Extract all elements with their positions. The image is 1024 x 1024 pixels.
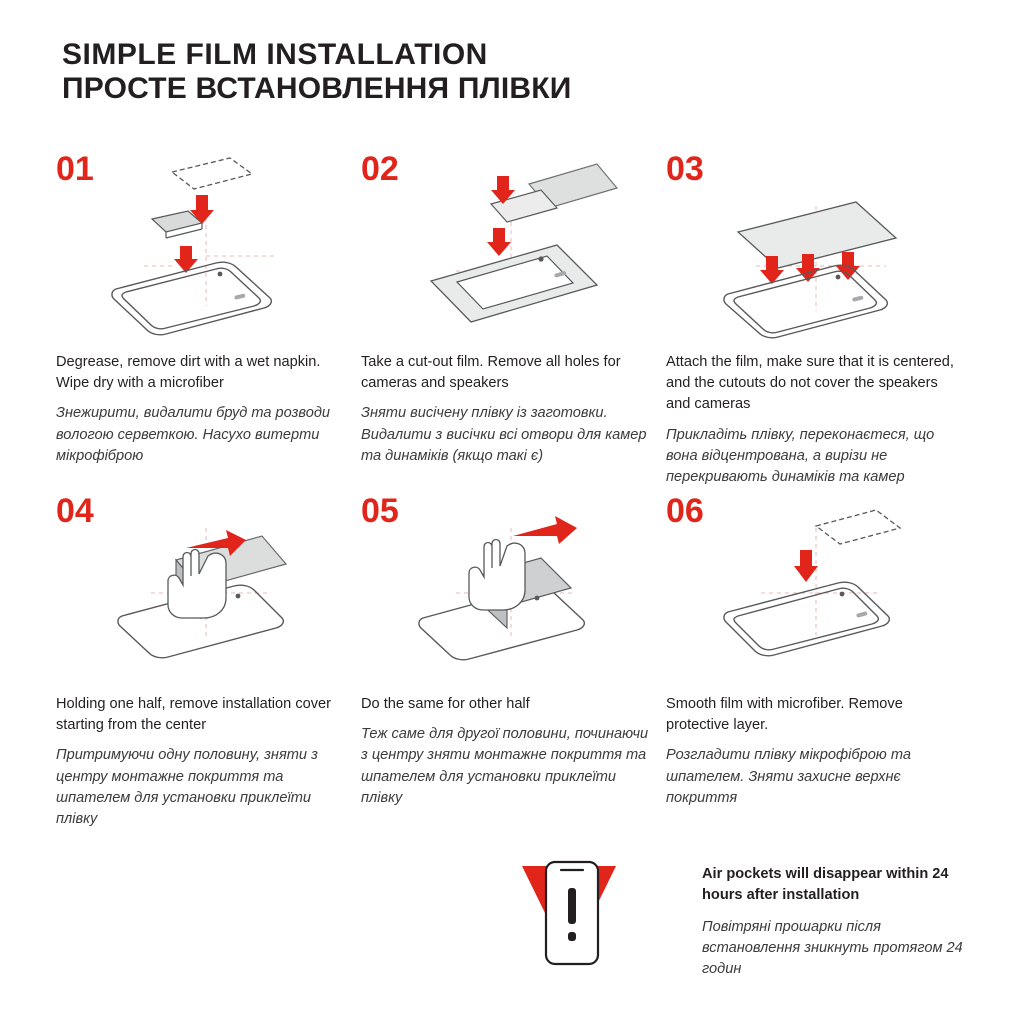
step-text-en-01: Degrease, remove dirt with a wet napkin. Wipe dry with a microfiber	[56, 354, 321, 392]
step-text-uk-02: Зняти висічену плівку із заготовки. Видалити з висічки всі отвори для камер та динаміків (якщо такі є)	[361, 405, 647, 464]
footer-text-block	[696, 858, 968, 980]
step-text-en-02: Take a cut-out film. Remove all holes for cameras and speakers	[361, 354, 621, 392]
step-card-01	[56, 146, 361, 488]
footer-text-en: Air pockets will disappear within 24 hours after installation	[702, 866, 949, 904]
step-number-01: 01	[56, 150, 94, 189]
step-text-en-05: Do the same for other half	[361, 696, 530, 713]
step-text-uk-06: Розгладити плівку мікрофіброю та шпателем. Зняти захисне верхнє покриття	[666, 747, 911, 806]
step-illustration-02	[361, 146, 651, 346]
step-illustration-01	[56, 146, 346, 346]
step-illustration-03	[666, 146, 956, 346]
page-title-en: SIMPLE FILM INSTALLATION	[62, 38, 488, 71]
step-card-02	[361, 146, 666, 488]
step-text-uk-05: Теж саме для другої половини, починаючи з центру зняти монтажне покриття та шпателем для установки приклеїти плівку	[361, 726, 649, 806]
step-text-uk-04: Притримуючи одну половину, зняти з центру монтажне покриття та шпателем для установки приклеїти плівку	[56, 747, 318, 827]
step-number-04: 04	[56, 492, 94, 531]
step-illustration-04	[56, 488, 346, 688]
step-text-en-03: Attach the film, make sure that it is centered, and the cutouts do not cover the speakers and cameras	[666, 354, 954, 413]
step-number-02: 02	[361, 150, 399, 189]
step-illustration-05	[361, 488, 651, 688]
step-text-en-04: Holding one half, remove installation cover starting from the center	[56, 696, 332, 734]
footer-illustration	[516, 858, 696, 968]
step-number-03: 03	[666, 150, 704, 189]
step-card-05	[361, 488, 666, 830]
step-text-uk-01: Знежирити, видалити бруд та розводи вологою серветкою. Насухо витерти мікрофіброю	[56, 405, 331, 464]
step-text-uk-03: Прикладіть плівку, переконаєтеся, що вона відцентрована, а вирізи не перекривають динаміків та камер	[666, 426, 935, 485]
step-text-en-06: Smooth film with microfiber. Remove protective layer.	[666, 696, 903, 734]
step-card-04	[56, 488, 361, 830]
step-illustration-06	[666, 488, 956, 688]
step-card-03	[666, 146, 971, 488]
page-title-uk: ПРОСТЕ ВСТАНОВЛЕННЯ ПЛІВКИ	[62, 71, 572, 105]
film-cutout-peel-icon	[361, 146, 651, 346]
phone-smooth-microfiber-icon	[666, 488, 956, 688]
warning-phone-icon	[516, 858, 696, 968]
steps-grid	[56, 146, 968, 830]
footer-note	[56, 858, 968, 980]
step-number-05: 05	[361, 492, 399, 531]
step-number-06: 06	[666, 492, 704, 531]
footer-text-uk: Повітряні прошарки після встановлення зникнуть протягом 24 годин	[702, 918, 963, 977]
film-align-phone-icon	[666, 146, 956, 346]
hand-peel-left-icon	[56, 488, 346, 688]
page-header	[62, 40, 968, 104]
hand-peel-right-icon	[361, 488, 651, 688]
step-card-06	[666, 488, 971, 830]
phone-with-wipe-icon	[56, 146, 346, 346]
